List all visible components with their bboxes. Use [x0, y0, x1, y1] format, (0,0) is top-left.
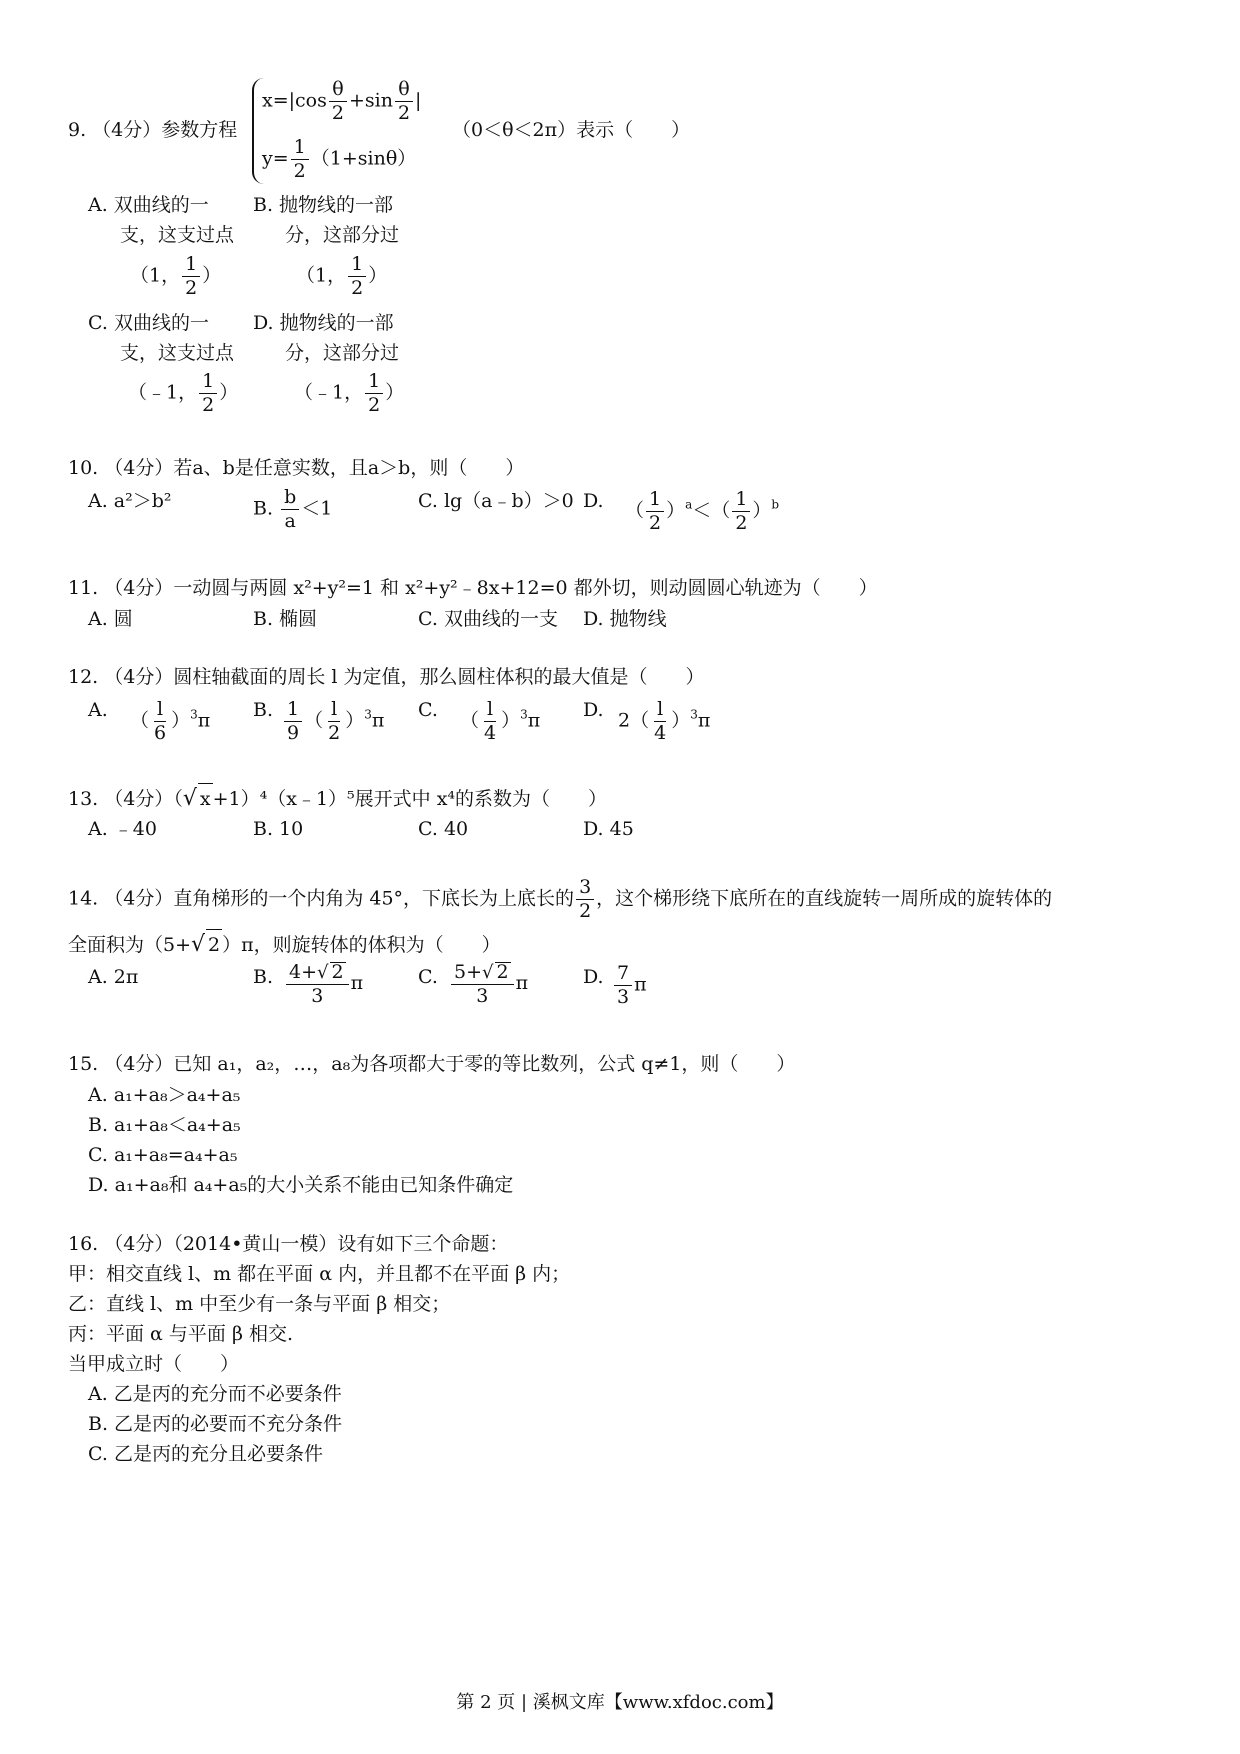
q9-option-b: B. 抛物线的一部	[253, 194, 394, 216]
q16-option-a: A. 乙是丙的充分而不必要条件	[88, 1383, 342, 1405]
q14-stem-line2: 全面积为（5+√ 2 ）π，则旋转体的体积为（ ）	[68, 929, 501, 960]
q9-option-d: D. 抛物线的一部	[253, 312, 394, 334]
q12-option-c-label: C.	[418, 699, 438, 721]
q15-option-d: D. a₁+a₈和 a₄+a₅的大小关系不能由已知条件确定	[88, 1174, 514, 1196]
document-page: 9. （4分）参数方程 x=|cos $\frac{\theta}{2}$ +sin $\frac{\theta}{2}$ | y= $\frac{1}{2}$ （1+sinθ） （0＜θ＜2π）表示（ ） A. 双曲线的一 支，这支过点 （1， $\frac{1}{2}$ ） B. 抛物线的一部 分，这部分过 （1， $\frac{1}{2}$ ） C. 双曲线的一 支，这支过点 （﹣1， $\frac{1}{2}$ ） D. 抛物线的一部 分，这部分过 （﹣1， $\frac{1}{2}$ ） 10. （4分）若a、b是任意实数，且a＞b，则（ ） A. a²＞b² B. $\frac{b}{a}$ ＜1 C. lg（a﹣b）＞0 D. （ $\frac{1}{2}$ ）$^a$＜（ $\frac{1}{2}$ ）$^b$ 11. （4分）一动圆与两圆 x²+y²=1 和 x²+y²﹣8x+12=0 都外切，则动圆圆心轨迹为（ ） A. 圆 B. 椭圆 C. 双曲线的一支 D. 抛物线 12. （4分）圆柱轴截面的周长 l 为定值，那么圆柱体积的最大值是（ ） A. （ $\frac{l}{6}$ ）$^3$π B. $\frac{1}{9}$ （ $\frac{l}{2}$ ）$^3$π C. （ $\frac{l}{4}$ ）$^3$π D. 2（ $\frac{l}{4}$ ）$^3$π 13. （4分）（√ x +1）⁴（x﹣1）⁵展开式中 x⁴的系数为（ ） A. ﹣40 B. 10 C. 40 D. 45 14. （4分）直角梯形的一个内角为 45°，下底长为上底长的 $\frac{3}{2}$ ，这个梯形绕下底所在的直线旋转一周所成的旋转体的 全面积为（5+√ 2 ）π，则旋转体的体积为（ ） A. 2π B. $\frac{4+√ 2}{3}$ π C. $\frac{5+√ 2}{3}$ π D. $\frac{7}{3}$ π 15. （4分）已知 a₁，a₂，…，a₈为各项都大于零的等比数列，公式 q≠1，则（ ） A. a₁+a₈＞a₄+a₅ B. a₁+a₈＜a₄+a₅ C. a₁+a₈=a₄+a₅ D. a₁+a₈和 a₄+a₅的大小关系不能由已知条件确定 16. （4分）（2014•黄山一模）设有如下三个命题： 甲：相交直线 l、m 都在平面 α 内，并且都不在平面 β 内； 乙：直线 l、m 中至少有一条与平面 β 相交； 丙：平面 α 与平面 β 相交. 当甲成立时（ ） A. 乙是丙的充分而不必要条件 B. 乙是丙的必要而不充分条件 C. 乙是丙的充分且必要条件 第 2 页 | 溪枫文库【www.xfdoc.com】	[0, 0, 1240, 1754]
q12-stem: 12. （4分）圆柱轴截面的周长 l 为定值，那么圆柱体积的最大值是（ ）	[68, 666, 705, 688]
q13-stem: 13. （4分）（√ x +1）⁴（x﹣1）⁵展开式中 x⁴的系数为（ ）	[68, 783, 607, 814]
q11-option-d: D. 抛物线	[583, 608, 667, 630]
q10-option-b: B. $\frac{b}{a}$ ＜1	[253, 486, 333, 532]
q13-option-c: C. 40	[418, 818, 469, 840]
q13-option-a: A. ﹣40	[88, 818, 157, 840]
q12-option-a-label: A.	[88, 699, 108, 721]
q10-option-d-expr: （ $\frac{1}{2}$ ）$^a$＜（ $\frac{1}{2}$ ）$^b$	[625, 488, 780, 534]
q9-eq1: x=|cos $\frac{\theta}{2}$ +sin $\frac{\theta}{2}$ |	[262, 78, 422, 124]
q12-option-d-label: D.	[583, 699, 604, 721]
q14-option-d-label: D.	[583, 966, 604, 988]
q12-option-a: （ $\frac{l}{6}$ ）$^3$π	[130, 698, 211, 744]
q11-option-b: B. 椭圆	[253, 608, 318, 630]
q12-option-b-label: B.	[253, 699, 274, 721]
q10-option-c: C. lg（a﹣b）＞0	[418, 490, 574, 512]
q12-option-d: 2（ $\frac{l}{4}$ ）$^3$π	[618, 698, 711, 744]
q14-option-b: $\frac{4+√ 2}{3}$ π	[284, 962, 363, 1006]
q9-option-b-point: （1， $\frac{1}{2}$ ）	[296, 253, 388, 299]
q16-condition: 当甲成立时（ ）	[68, 1353, 240, 1375]
q14-option-d: $\frac{7}{3}$ π	[612, 964, 647, 1007]
q16-option-c: C. 乙是丙的充分且必要条件	[88, 1443, 323, 1465]
q16-proposition-jia: 甲：相交直线 l、m 都在平面 α 内，并且都不在平面 β 内；	[68, 1263, 571, 1285]
q16-proposition-yi: 乙：直线 l、m 中至少有一条与平面 β 相交；	[68, 1293, 451, 1315]
q12-option-b: $\frac{1}{9}$ （ $\frac{l}{2}$ ）$^3$π	[282, 700, 384, 743]
page-footer: 第 2 页 | 溪枫文库【www.xfdoc.com】	[456, 1692, 784, 1713]
q9-tail: （0＜θ＜2π）表示（ ）	[452, 119, 691, 141]
q16-option-b: B. 乙是丙的必要而不充分条件	[88, 1413, 343, 1435]
q13-option-d: D. 45	[583, 818, 634, 840]
q14-option-b-label: B.	[253, 966, 274, 988]
q14-option-c: $\frac{5+√ 2}{3}$ π	[449, 962, 528, 1006]
q15-option-c: C. a₁+a₈=a₄+a₅	[88, 1144, 238, 1166]
q9-option-a-point: （1， $\frac{1}{2}$ ）	[130, 253, 222, 299]
q9-option-a: A. 双曲线的一	[88, 194, 209, 216]
q16-proposition-bing: 丙：平面 α 与平面 β 相交.	[68, 1323, 294, 1345]
q9-eq2: y= $\frac{1}{2}$ （1+sinθ）	[262, 136, 417, 182]
q14-option-a: A. 2π	[88, 966, 139, 988]
q10-option-a: A. a²＞b²	[88, 490, 172, 512]
q15-option-b: B. a₁+a₈＜a₄+a₅	[88, 1114, 241, 1136]
q13-option-b: B. 10	[253, 818, 304, 840]
q16-stem: 16. （4分）（2014•黄山一模）设有如下三个命题：	[68, 1233, 509, 1255]
q9-option-c-point: （﹣1， $\frac{1}{2}$ ）	[128, 370, 239, 416]
q9-stem: 9. （4分）参数方程	[68, 119, 238, 141]
q11-option-c: C. 双曲线的一支	[418, 608, 558, 630]
q15-option-a: A. a₁+a₈＞a₄+a₅	[88, 1084, 241, 1106]
q14-stem: 14. （4分）直角梯形的一个内角为 45°，下底长为上底长的 $\frac{3}{2}$ ，这个梯形绕下底所在的直线旋转一周所成的旋转体的	[68, 876, 1053, 922]
q9-option-c: C. 双曲线的一	[88, 312, 209, 334]
q9-option-d-point: （﹣1， $\frac{1}{2}$ ）	[294, 370, 405, 416]
q10-option-d-label: D.	[583, 490, 604, 512]
q10-stem: 10. （4分）若a、b是任意实数，且a＞b，则（ ）	[68, 457, 525, 479]
q12-option-c: （ $\frac{l}{4}$ ）$^3$π	[460, 698, 541, 744]
q14-option-c-label: C.	[418, 966, 438, 988]
q15-stem: 15. （4分）已知 a₁，a₂，…，a₈为各项都大于零的等比数列，公式 q≠1，则（ ）	[68, 1053, 796, 1075]
q11-option-a: A. 圆	[88, 608, 133, 630]
q11-stem: 11. （4分）一动圆与两圆 x²+y²=1 和 x²+y²﹣8x+12=0 都外切，则动圆圆心轨迹为（ ）	[68, 577, 878, 599]
